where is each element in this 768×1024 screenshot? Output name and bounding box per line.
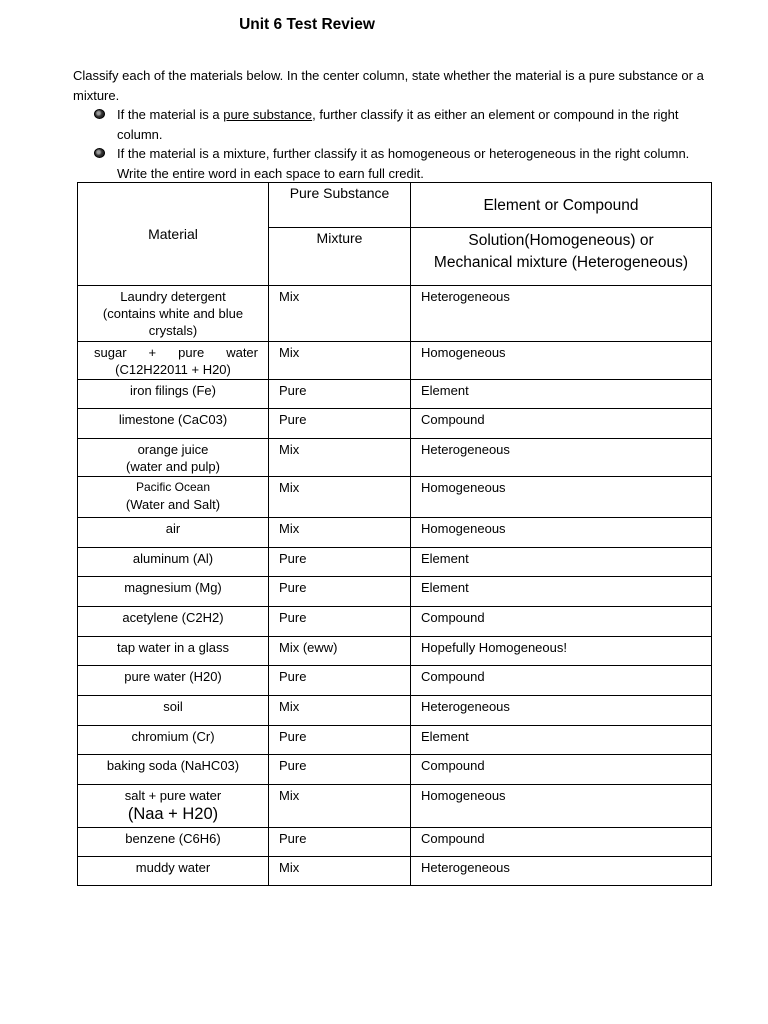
classification-cell: Heterogeneous xyxy=(411,286,712,342)
header-pure-substance: Pure Substance xyxy=(269,183,411,228)
table-row xyxy=(78,607,712,637)
pure-or-mixture-cell: Pure xyxy=(269,577,411,607)
classification-cell: Element xyxy=(411,577,712,607)
instruction-bullet-mixture xyxy=(73,144,713,183)
classification-cell: Hopefully Homogeneous! xyxy=(411,637,712,666)
material-text: magnesium (Mg) xyxy=(124,580,222,595)
material-text: Pacific Ocean xyxy=(135,480,211,494)
table-row xyxy=(78,439,712,477)
pure-or-mixture-cell: Pure xyxy=(269,755,411,785)
instruction-bullet-pure xyxy=(73,105,713,144)
table-row xyxy=(78,577,712,607)
classification-cell: Homogeneous xyxy=(411,477,712,518)
pure-or-mixture-cell: Pure xyxy=(269,548,411,577)
table-row xyxy=(78,548,712,577)
header-material: Material xyxy=(78,183,269,286)
page-title: Unit 6 Test Review xyxy=(239,16,375,33)
classification-cell: Compound xyxy=(411,755,712,785)
material-cell xyxy=(78,518,269,548)
material-cell xyxy=(78,342,269,380)
material-text: (contains white and blue xyxy=(102,306,244,321)
material-text: muddy water xyxy=(135,860,211,875)
material-cell xyxy=(78,380,269,409)
material-text: salt + pure water xyxy=(124,788,222,803)
material-cell xyxy=(78,286,269,342)
table-row xyxy=(78,409,712,439)
material-cell xyxy=(78,857,269,886)
classification-cell: Element xyxy=(411,726,712,755)
material-cell xyxy=(78,439,269,477)
pure-or-mixture-cell: Pure xyxy=(269,409,411,439)
classification-cell: Element xyxy=(411,380,712,409)
material-cell xyxy=(78,409,269,439)
material-cell xyxy=(78,828,269,857)
classification-cell: Compound xyxy=(411,607,712,637)
table-row xyxy=(78,477,712,518)
material-text: acetylene (C2H2) xyxy=(122,610,224,625)
material-cell xyxy=(78,477,269,518)
material-text: chromium (Cr) xyxy=(131,729,215,744)
material-text: orange juice xyxy=(137,442,209,457)
classification-cell: Compound xyxy=(411,666,712,696)
header-solution xyxy=(411,228,712,286)
material-cell xyxy=(78,548,269,577)
table-row xyxy=(78,726,712,755)
material-text: benzene (C6H6) xyxy=(125,831,221,846)
pure-or-mixture-cell: Mix xyxy=(269,518,411,548)
pure-or-mixture-cell: Mix xyxy=(269,477,411,518)
material-text: (C12H22011 + H20) xyxy=(115,362,231,377)
bullet-icon xyxy=(94,109,105,119)
pure-or-mixture-cell: Pure xyxy=(269,380,411,409)
bullet2-text: If the material is a mixture, further classify it as homogeneous or heterogeneous in the right column. Write the entire word in each space to earn full credit. xyxy=(117,146,690,181)
material-cell xyxy=(78,607,269,637)
material-text: aluminum (Al) xyxy=(132,551,214,566)
bullet1-post: , further classify it as either an element or compound in the right column. xyxy=(117,107,679,142)
table-row xyxy=(78,828,712,857)
pure-or-mixture-cell: Mix xyxy=(269,785,411,828)
classification-cell: Heterogeneous xyxy=(411,696,712,726)
instructions-bullets xyxy=(73,105,713,183)
pure-or-mixture-cell: Mix xyxy=(269,342,411,380)
header-mixture: Mixture xyxy=(269,228,411,286)
material-text: sugar + pure water xyxy=(94,345,258,360)
material-text: air xyxy=(165,521,181,536)
material-text: limestone (CaC03) xyxy=(118,412,228,427)
material-text: (Water and Salt) xyxy=(125,497,221,512)
pure-or-mixture-cell: Mix xyxy=(269,286,411,342)
pure-or-mixture-cell: Pure xyxy=(269,607,411,637)
pure-or-mixture-cell: Mix xyxy=(269,857,411,886)
material-cell xyxy=(78,637,269,666)
table-row xyxy=(78,666,712,696)
classification-table xyxy=(77,182,712,886)
table-row xyxy=(78,342,712,380)
table-row xyxy=(78,696,712,726)
pure-or-mixture-cell: Mix xyxy=(269,696,411,726)
table-row xyxy=(78,637,712,666)
classification-cell: Element xyxy=(411,548,712,577)
material-text: (water and pulp) xyxy=(126,459,220,474)
material-text: crystals) xyxy=(148,323,198,338)
header-row-1 xyxy=(78,183,712,228)
material-cell xyxy=(78,577,269,607)
material-cell xyxy=(78,785,269,828)
material-text: Laundry detergent xyxy=(120,289,226,304)
classification-cell: Homogeneous xyxy=(411,518,712,548)
material-text: baking soda (NaHC03) xyxy=(106,758,240,773)
table-row xyxy=(78,380,712,409)
material-text: tap water in a glass xyxy=(116,640,229,655)
header-element-or-compound: Element or Compound xyxy=(411,183,712,228)
bullet1-underlined: pure substance xyxy=(223,107,313,122)
classification-cell: Homogeneous xyxy=(411,785,712,828)
material-text: iron filings (Fe) xyxy=(130,383,216,398)
pure-or-mixture-cell: Pure xyxy=(269,828,411,857)
table-row xyxy=(78,785,712,828)
pure-or-mixture-cell: Pure xyxy=(269,726,411,755)
pure-or-mixture-cell: Mix (eww) xyxy=(269,637,411,666)
instructions-intro: Classify each of the materials below. In the center column, state whether the material is a pure substance or a mixture. xyxy=(73,68,704,103)
table-row xyxy=(78,286,712,342)
header-solution-line1: Solution(Homogeneous) or xyxy=(468,232,654,249)
bullet-icon xyxy=(94,148,105,158)
material-cell xyxy=(78,726,269,755)
pure-or-mixture-cell: Pure xyxy=(269,666,411,696)
classification-cell: Heterogeneous xyxy=(411,857,712,886)
material-text: soil xyxy=(163,699,183,714)
bullet1-pre: If the material is a xyxy=(117,107,224,122)
table-row xyxy=(78,857,712,886)
instructions xyxy=(73,66,713,183)
pure-or-mixture-cell: Mix xyxy=(269,439,411,477)
classification-cell: Homogeneous xyxy=(411,342,712,380)
classification-cell: Compound xyxy=(411,409,712,439)
classification-cell: Heterogeneous xyxy=(411,439,712,477)
material-cell xyxy=(78,755,269,785)
table-row xyxy=(78,755,712,785)
classification-cell: Compound xyxy=(411,828,712,857)
material-text: (Naa + H20) xyxy=(127,805,219,823)
material-text: pure water (H20) xyxy=(124,669,222,684)
table-row xyxy=(78,518,712,548)
header-solution-line2: Mechanical mixture (Heterogeneous) xyxy=(433,253,689,271)
material-cell xyxy=(78,666,269,696)
material-cell xyxy=(78,696,269,726)
